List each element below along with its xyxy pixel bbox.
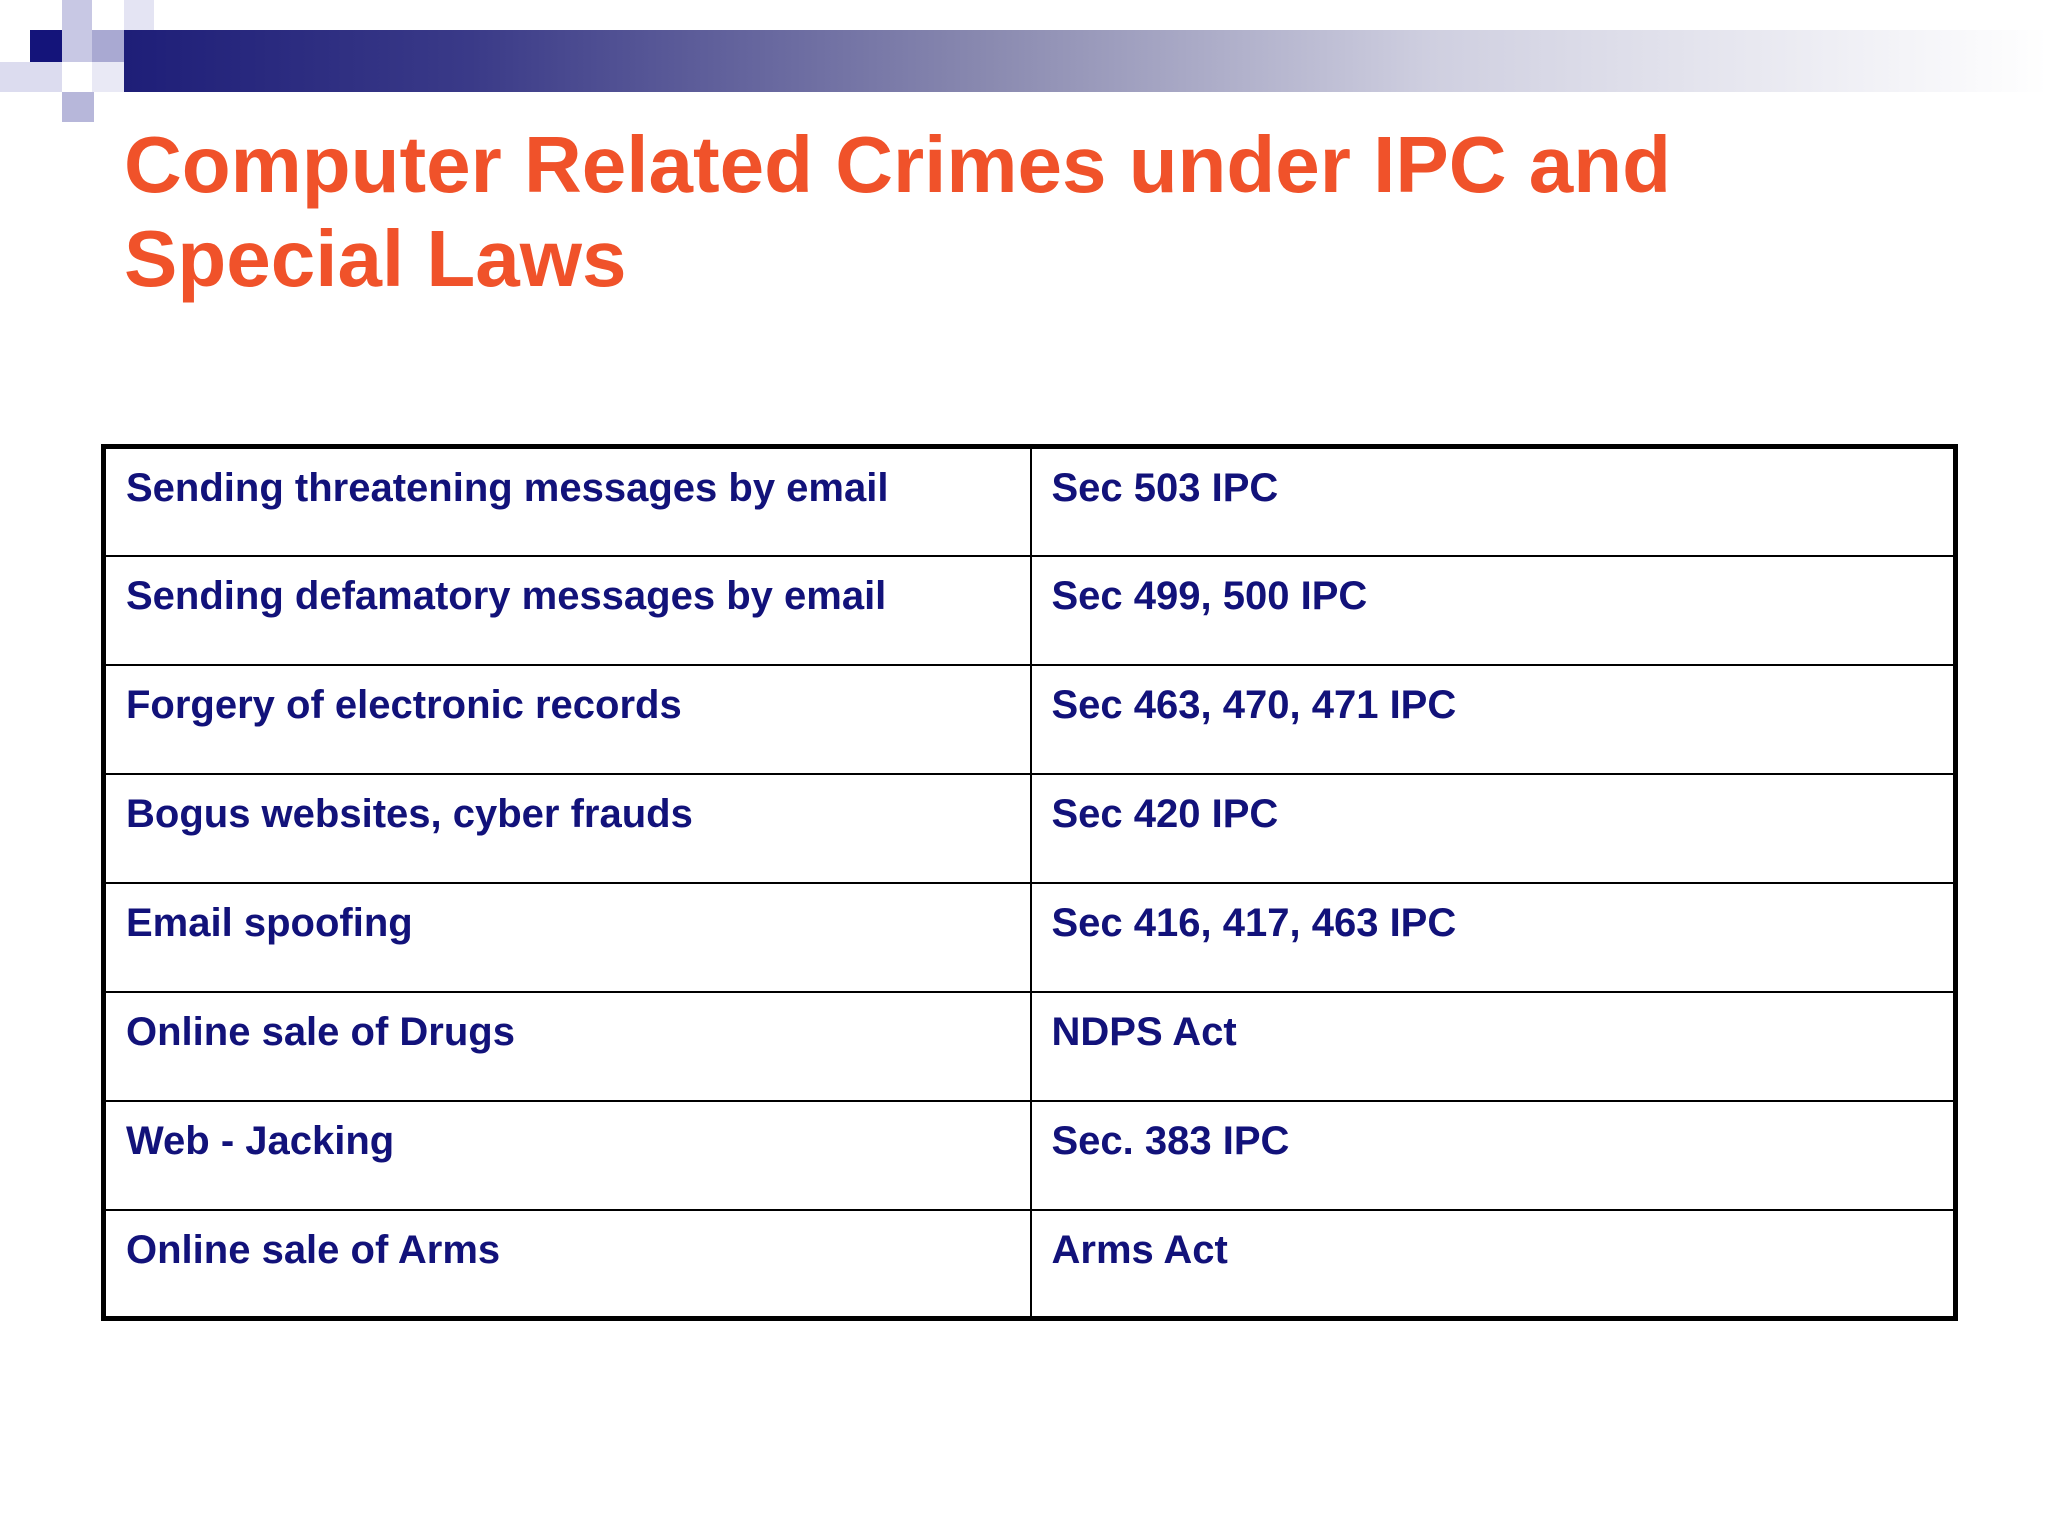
table-row: [104, 1210, 1956, 1319]
table-row: [104, 665, 1956, 774]
header-gradient-bar: [124, 30, 2048, 92]
decorative-square: [30, 30, 62, 62]
crime-cell: Sending defamatory messages by email: [104, 556, 1031, 665]
crime-cell: Sending threatening messages by email: [104, 447, 1031, 556]
crime-cell: Online sale of Arms: [104, 1210, 1031, 1319]
crime-cell: Online sale of Drugs: [104, 992, 1031, 1101]
decorative-square: [62, 0, 92, 62]
crime-cell: Web - Jacking: [104, 1101, 1031, 1210]
table-row: [104, 883, 1956, 992]
crime-cell: Email spoofing: [104, 883, 1031, 992]
crimes-laws-table: [101, 444, 1958, 1321]
law-cell: NDPS Act: [1031, 992, 1956, 1101]
table-row: [104, 774, 1956, 883]
law-cell: Sec 416, 417, 463 IPC: [1031, 883, 1956, 992]
law-cell: Sec 420 IPC: [1031, 774, 1956, 883]
table-row: [104, 992, 1956, 1101]
slide-title: Computer Related Crimes under IPC and Special Laws: [124, 120, 1671, 303]
crime-cell: Forgery of electronic records: [104, 665, 1031, 774]
law-cell: Arms Act: [1031, 1210, 1956, 1319]
crime-cell: Bogus websites, cyber frauds: [104, 774, 1031, 883]
law-cell: Sec. 383 IPC: [1031, 1101, 1956, 1210]
table-row: [104, 556, 1956, 665]
law-cell: Sec 499, 500 IPC: [1031, 556, 1956, 665]
law-cell: Sec 463, 470, 471 IPC: [1031, 665, 1956, 774]
decorative-square: [0, 62, 62, 92]
decorative-square: [62, 92, 94, 122]
table-row: [104, 447, 1956, 556]
decorative-square: [124, 0, 154, 30]
decorative-square: [92, 62, 124, 92]
law-cell: Sec 503 IPC: [1031, 447, 1956, 556]
decorative-square: [92, 30, 124, 62]
table-row: [104, 1101, 1956, 1210]
